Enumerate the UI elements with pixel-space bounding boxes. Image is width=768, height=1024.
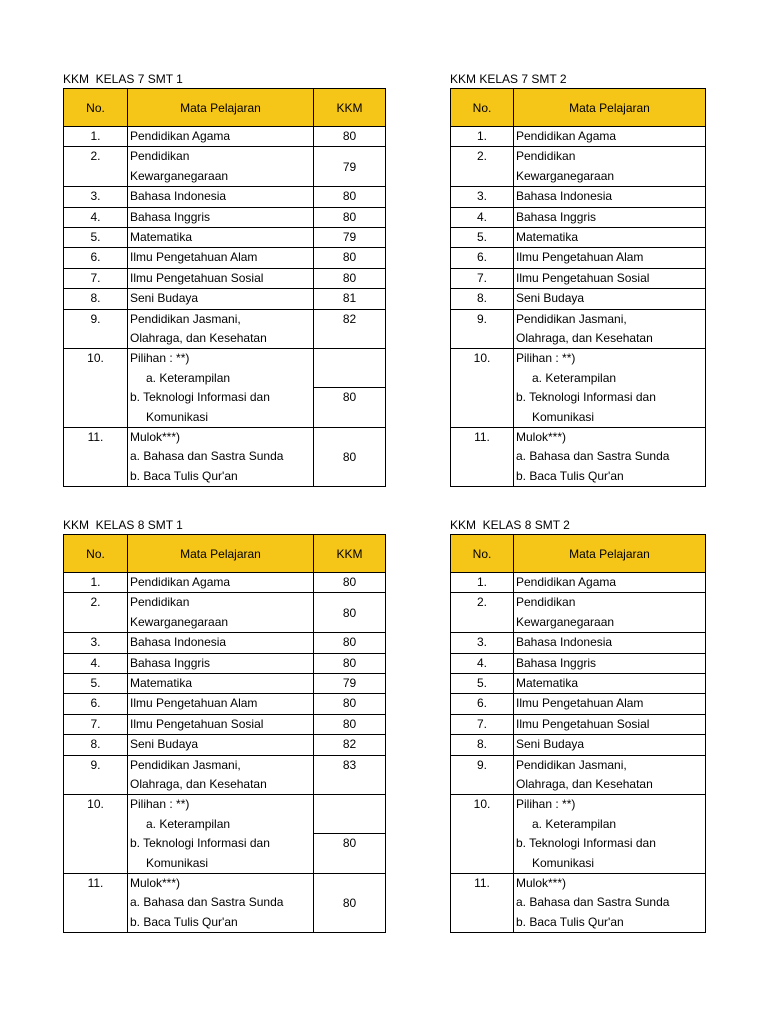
row-number: 3.: [451, 633, 514, 653]
subject-line: Ilmu Pengetahuan Alam: [130, 696, 258, 711]
subject-line: Mulok***): [130, 429, 181, 444]
table-row: [451, 873, 706, 932]
subject-line: a. Keterampilan: [532, 370, 617, 385]
kkm-value: 80: [314, 427, 386, 486]
subject-line: b. Teknologi Informasi dan: [130, 836, 270, 851]
kkm-value: 80: [314, 268, 386, 288]
kkm-empty: [314, 795, 386, 834]
table-row: [64, 795, 386, 834]
subject-line: Olahraga, dan Kesehatan: [516, 777, 653, 792]
kkm-value: 82: [314, 309, 386, 349]
row-number: 1.: [451, 573, 514, 593]
header-subject: Mata Pelajaran: [128, 89, 314, 127]
header-row: [451, 89, 706, 127]
row-number: 10.: [64, 349, 128, 428]
table-row: [64, 573, 386, 593]
kkm-value: 79: [314, 674, 386, 694]
subject-line: Matematika: [516, 676, 579, 690]
row-number: 6.: [64, 694, 128, 714]
row-number: 7.: [64, 714, 128, 734]
table-row: [64, 755, 386, 795]
table-row: [451, 755, 706, 795]
subject-line: a. Keterampilan: [146, 370, 231, 385]
table-row: [451, 795, 706, 874]
subject-line: Pendidikan Jasmani,: [516, 311, 627, 326]
subject-line: Matematika: [130, 230, 193, 244]
kkm-value: 79: [314, 228, 386, 248]
table-row: [64, 289, 386, 309]
subject-line: Kewarganegaraan: [516, 168, 615, 183]
subject-line: Pilihan : **): [130, 797, 190, 812]
row-number: 8.: [451, 735, 514, 755]
table-row: [451, 228, 706, 248]
table-row: [451, 573, 706, 593]
subject-line: a. Bahasa dan Sastra Sunda: [130, 449, 284, 464]
row-number: 3.: [64, 187, 128, 207]
table-row: [451, 653, 706, 673]
table-row: [64, 735, 386, 755]
subject-line: Kewarganegaraan: [130, 614, 229, 629]
row-number: 4.: [64, 653, 128, 673]
table-row: [451, 349, 706, 428]
table-row: [64, 653, 386, 673]
subject-line: Olahraga, dan Kesehatan: [130, 777, 267, 792]
table-row: [64, 228, 386, 248]
kkm-value: 83: [314, 755, 386, 795]
subject-line: Pendidikan Jasmani,: [130, 311, 241, 326]
row-number: 1.: [64, 127, 128, 147]
subject-line: Pendidikan Agama: [130, 575, 231, 589]
subject-line: Bahasa Inggris: [516, 655, 597, 670]
header-subject: Mata Pelajaran: [514, 535, 706, 573]
header-row: [64, 535, 386, 573]
table-title: KKM KELAS 7 SMT 2: [450, 72, 567, 86]
subject-line: Pilihan : **): [516, 351, 576, 366]
table-row: [451, 427, 706, 486]
table-row: [451, 248, 706, 268]
header-no: No.: [451, 89, 514, 127]
subject-line: a. Bahasa dan Sastra Sunda: [130, 895, 284, 910]
row-number: 9.: [451, 309, 514, 349]
subject-line: a. Bahasa dan Sastra Sunda: [516, 895, 670, 910]
subject-line: Pendidikan: [516, 595, 576, 610]
kkm-value: 80: [314, 714, 386, 734]
subject-line: Bahasa Inggris: [516, 209, 597, 224]
subject-line: Ilmu Pengetahuan Sosial: [130, 270, 264, 285]
table-row: [451, 674, 706, 694]
subject-line: Pilihan : **): [516, 797, 576, 812]
subject-line: Kewarganegaraan: [516, 614, 615, 629]
row-number: 9.: [64, 309, 128, 349]
row-number: 1.: [451, 127, 514, 147]
subject-line: Pendidikan Agama: [516, 575, 617, 589]
subject-line: Pendidikan Agama: [130, 129, 231, 143]
kkm-value: 80: [314, 573, 386, 593]
subject-line: Ilmu Pengetahuan Sosial: [516, 716, 650, 731]
table-row: [64, 207, 386, 227]
table-row: [451, 309, 706, 349]
subject-line: Olahraga, dan Kesehatan: [130, 331, 267, 346]
row-number: 6.: [64, 248, 128, 268]
subject-line: Pendidikan Jasmani,: [130, 757, 241, 772]
kkm-value: 81: [314, 289, 386, 309]
row-number: 5.: [64, 228, 128, 248]
kkm-value: 80: [314, 248, 386, 268]
row-number: 11.: [64, 427, 128, 486]
kkm-value: 80: [314, 873, 386, 932]
subject-table: [450, 88, 706, 487]
subject-line: a. Bahasa dan Sastra Sunda: [516, 449, 670, 464]
table-row: [64, 187, 386, 207]
subject-line: Bahasa Indonesia: [130, 635, 227, 650]
subject-line: Matematika: [516, 230, 579, 244]
subject-line: Seni Budaya: [130, 737, 199, 752]
header-kkm: KKM: [314, 535, 386, 573]
kkm-value: 80: [314, 653, 386, 673]
subject-line: Komunikasi: [532, 409, 595, 424]
kkm-table: [63, 88, 386, 487]
table-row: [451, 735, 706, 755]
row-number: 7.: [451, 714, 514, 734]
table-block-8-smt-2: [450, 516, 706, 933]
row-number: 9.: [64, 755, 128, 795]
subject-line: Matematika: [130, 676, 193, 690]
header-row: [64, 89, 386, 127]
table-row: [64, 633, 386, 653]
subject-line: Pilihan : **): [130, 351, 190, 366]
row-number: 1.: [64, 573, 128, 593]
table-row: [451, 289, 706, 309]
header-no: No.: [64, 89, 128, 127]
kkm-value: 80: [314, 694, 386, 714]
kkm-value: 80: [314, 207, 386, 227]
table-title: KKM KELAS 8 SMT 1: [63, 518, 183, 532]
subject-line: Mulok***): [516, 429, 567, 444]
table-title: KKM KELAS 8 SMT 2: [450, 518, 570, 532]
subject-line: Bahasa Indonesia: [516, 189, 613, 204]
subject-line: Ilmu Pengetahuan Alam: [130, 250, 258, 265]
kkm-value: 80: [314, 187, 386, 207]
row-number: 10.: [64, 795, 128, 874]
table-row: [451, 633, 706, 653]
subject-line: Pendidikan Jasmani,: [516, 757, 627, 772]
subject-line: Ilmu Pengetahuan Sosial: [516, 270, 650, 285]
table-row: [451, 207, 706, 227]
table-row: [64, 248, 386, 268]
table-row: [451, 187, 706, 207]
subject-line: b. Baca Tulis Qur'an: [516, 468, 624, 483]
row-number: 5.: [451, 674, 514, 694]
table-row: [451, 694, 706, 714]
subject-line: Olahraga, dan Kesehatan: [516, 331, 653, 346]
subject-line: Komunikasi: [532, 855, 595, 870]
table-row: [64, 427, 386, 486]
row-number: 2.: [451, 593, 514, 633]
row-number: 9.: [451, 755, 514, 795]
row-number: 7.: [451, 268, 514, 288]
subject-line: Ilmu Pengetahuan Sosial: [130, 716, 264, 731]
row-number: 10.: [451, 349, 514, 428]
subject-line: Seni Budaya: [516, 737, 585, 752]
subject-line: a. Keterampilan: [146, 816, 231, 831]
subject-line: Bahasa Inggris: [130, 209, 211, 224]
subject-line: b. Teknologi Informasi dan: [130, 390, 270, 405]
kkm-value: 79: [314, 147, 386, 187]
subject-line: Kewarganegaraan: [130, 168, 229, 183]
subject-line: Pendidikan: [516, 149, 576, 164]
subject-line: Bahasa Inggris: [130, 655, 211, 670]
row-number: 3.: [64, 633, 128, 653]
table-row: [451, 147, 706, 187]
kkm-value: 80: [314, 834, 386, 874]
table-row: [451, 127, 706, 147]
subject-line: b. Baca Tulis Qur'an: [130, 914, 238, 929]
table-row: [64, 147, 386, 187]
subject-line: Ilmu Pengetahuan Alam: [516, 696, 644, 711]
header-no: No.: [451, 535, 514, 573]
row-number: 3.: [451, 187, 514, 207]
row-number: 5.: [451, 228, 514, 248]
table-row: [64, 593, 386, 633]
kkm-table: [63, 534, 386, 933]
table-row: [451, 714, 706, 734]
subject-line: Seni Budaya: [516, 291, 585, 306]
row-number: 2.: [64, 147, 128, 187]
kkm-empty: [314, 349, 386, 388]
subject-line: Ilmu Pengetahuan Alam: [516, 250, 644, 265]
subject-line: b. Baca Tulis Qur'an: [516, 914, 624, 929]
subject-line: Komunikasi: [146, 409, 209, 424]
table-block-8-smt-1: [63, 516, 386, 933]
row-number: 11.: [451, 427, 514, 486]
row-number: 7.: [64, 268, 128, 288]
kkm-value: 80: [314, 593, 386, 633]
row-number: 2.: [64, 593, 128, 633]
table-row: [64, 349, 386, 388]
kkm-value: 82: [314, 735, 386, 755]
header-subject: Mata Pelajaran: [128, 535, 314, 573]
row-number: 10.: [451, 795, 514, 874]
kkm-value: 80: [314, 633, 386, 653]
row-number: 6.: [451, 694, 514, 714]
kkm-value: 80: [314, 388, 386, 428]
header-no: No.: [64, 535, 128, 573]
table-row: [64, 309, 386, 349]
table-row: [64, 873, 386, 932]
row-number: 11.: [451, 873, 514, 932]
row-number: 4.: [64, 207, 128, 227]
subject-line: Komunikasi: [146, 855, 209, 870]
table-row: [64, 694, 386, 714]
subject-line: b. Teknologi Informasi dan: [516, 836, 656, 851]
subject-line: Mulok***): [516, 875, 567, 890]
subject-line: Bahasa Indonesia: [516, 635, 613, 650]
subject-line: Pendidikan: [130, 149, 190, 164]
row-number: 11.: [64, 873, 128, 932]
table-block-7-smt-2: [450, 70, 706, 487]
subject-line: Bahasa Indonesia: [130, 189, 227, 204]
table-row: [451, 593, 706, 633]
subject-line: Seni Budaya: [130, 291, 199, 306]
row-number: 2.: [451, 147, 514, 187]
subject-table: [450, 534, 706, 933]
header-kkm: KKM: [314, 89, 386, 127]
table-row: [64, 674, 386, 694]
subject-line: Pendidikan Agama: [516, 129, 617, 143]
subject-line: b. Baca Tulis Qur'an: [130, 468, 238, 483]
subject-line: Pendidikan: [130, 595, 190, 610]
row-number: 4.: [451, 653, 514, 673]
header-subject: Mata Pelajaran: [514, 89, 706, 127]
subject-line: Mulok***): [130, 875, 181, 890]
subject-line: b. Teknologi Informasi dan: [516, 390, 656, 405]
row-number: 8.: [64, 735, 128, 755]
table-row: [64, 714, 386, 734]
table-row: [64, 127, 386, 147]
kkm-value: 80: [314, 127, 386, 147]
table-title: KKM KELAS 7 SMT 1: [63, 72, 183, 86]
row-number: 6.: [451, 248, 514, 268]
table-row: [64, 268, 386, 288]
row-number: 4.: [451, 207, 514, 227]
row-number: 8.: [64, 289, 128, 309]
header-row: [451, 535, 706, 573]
subject-line: a. Keterampilan: [532, 816, 617, 831]
table-row: [451, 268, 706, 288]
row-number: 8.: [451, 289, 514, 309]
table-block-7-smt-1: [63, 70, 386, 487]
row-number: 5.: [64, 674, 128, 694]
